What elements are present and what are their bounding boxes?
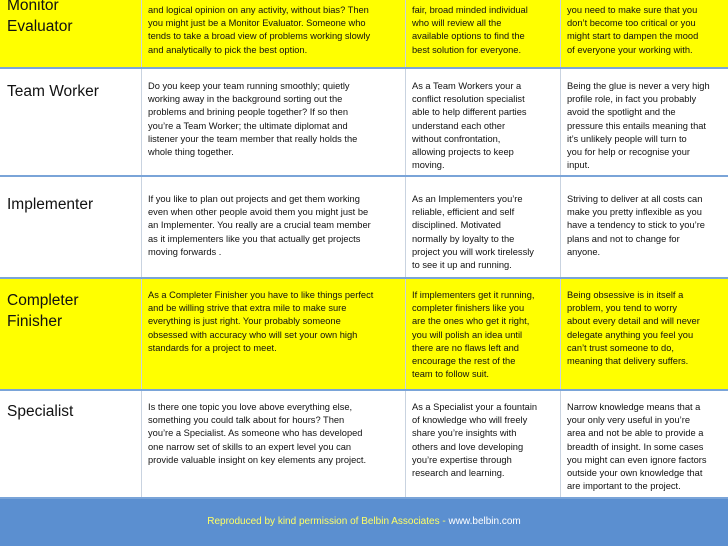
role-strength: As an Implementers you’re reliable, efficient and self disciplined. Motivated normally by loyalty to the project you will work tirelessly to see it up and running. [412,194,534,271]
description-cell [141,279,405,389]
strength-cell [405,391,560,497]
table-row [0,279,728,391]
description-cell [141,0,405,67]
role-strength: As a Team Workers your a conflict resolution specialist able to help different parties understand each other without confrontation, allowing projects to keep moving. [412,81,527,171]
strength-cell [405,69,560,175]
strength-cell [405,0,560,67]
table-row [0,177,728,279]
table-row [0,391,728,499]
role-weakness: Narrow knowledge means that a your only very useful in you’re area and not be able to provide a breadth of insight. In some cases you might can even ignore factors outside your own knowledge that are important to the project. [567,402,707,492]
table-row [0,69,728,177]
description-cell [141,69,405,175]
role-weakness: Striving to deliver at all costs can make you pretty inflexible as you have a tendency to stick to you’re plans and not to change for anyone. [567,194,705,257]
role-cell [0,391,141,497]
belbin-link[interactable]: www.belbin.com [448,516,521,527]
role-name: Implementer [7,196,94,213]
role-description: As a Completer Finisher you have to like things perfect and be willing strive that extra mile to make sure everything is just right. Your probably someone obsessed with accuracy who will set your own high standards for a project to meet. [148,290,374,353]
role-weakness: Being the glue is never a very high profile role, in fact you probably avoid the spotlight and the pressure this entails meaning that it’s unlikely people will turn to you for help or recognise your input. [567,81,710,171]
role-name: Completer Finisher [7,292,79,330]
role-weakness: Being obsessive is in itself a problem, you tend to worry about every detail and will never delegate anything you feel you can’t trust someone to do, meaning that delivery suffers. [567,290,700,367]
role-strength: If implementers get it running, completer finishers like you are the ones who get it right, you will polish an idea until there are no flaws left and encourage the rest of the team to follow suit. [412,290,535,380]
role-strength: As a Specialist your a fountain of knowledge who will freely share you’re insights with others and love developing you’re expertise through research and learning. [412,402,538,479]
description-cell [141,391,405,497]
role-name: Team Worker [7,83,99,100]
weakness-cell [560,69,728,175]
strength-cell [405,279,560,389]
weakness-cell [560,391,728,497]
role-name: Specialist [7,403,74,420]
role-description: Do you keep your team running smoothly; quietly working away in the background sorting out the problems and brining people together? If so then you’re a Team Worker; the ultimate diplomat and listener your the team member that really holds the whole thing together. [148,81,358,158]
strength-cell [405,177,560,277]
role-cell [0,69,141,175]
weakness-cell [560,177,728,277]
role-cell [0,279,141,389]
credit-footer [0,511,728,546]
role-description: If you like to plan out projects and get them working even when other people avoid them you might just be an Implementer. You really are a crucial team member as it implementers like you that actually get projects moving forwards . [148,194,371,257]
role-description: Is there one topic you love above everything else, something you could talk about for hours? Then you’re a Specialist. As someone who has developed one narrow set of skills to an expert level you can provide valuable insight on key elements any project. [148,402,367,465]
description-cell [141,177,405,277]
role-cell [0,177,141,277]
role-name: Monitor Evaluator [7,0,73,35]
credit-text: Reproduced by kind permission of Belbin Associates - [207,516,449,527]
role-cell [0,0,141,67]
role-weakness: you need to make sure that you don’t become too critical or you might start to dampen the mood of everyone your working with. [567,5,699,55]
table-row [0,0,728,69]
role-strength: fair, broad minded individual who will review all the available options to find the best solution for everyone. [412,5,528,55]
weakness-cell [560,279,728,389]
role-description: and logical opinion on any activity, without bias? Then you might just be a Monitor Evaluator. Someone who tends to take a broad view of problems working slowly and analytically to pick the best option. [148,5,371,55]
weakness-cell [560,0,728,67]
